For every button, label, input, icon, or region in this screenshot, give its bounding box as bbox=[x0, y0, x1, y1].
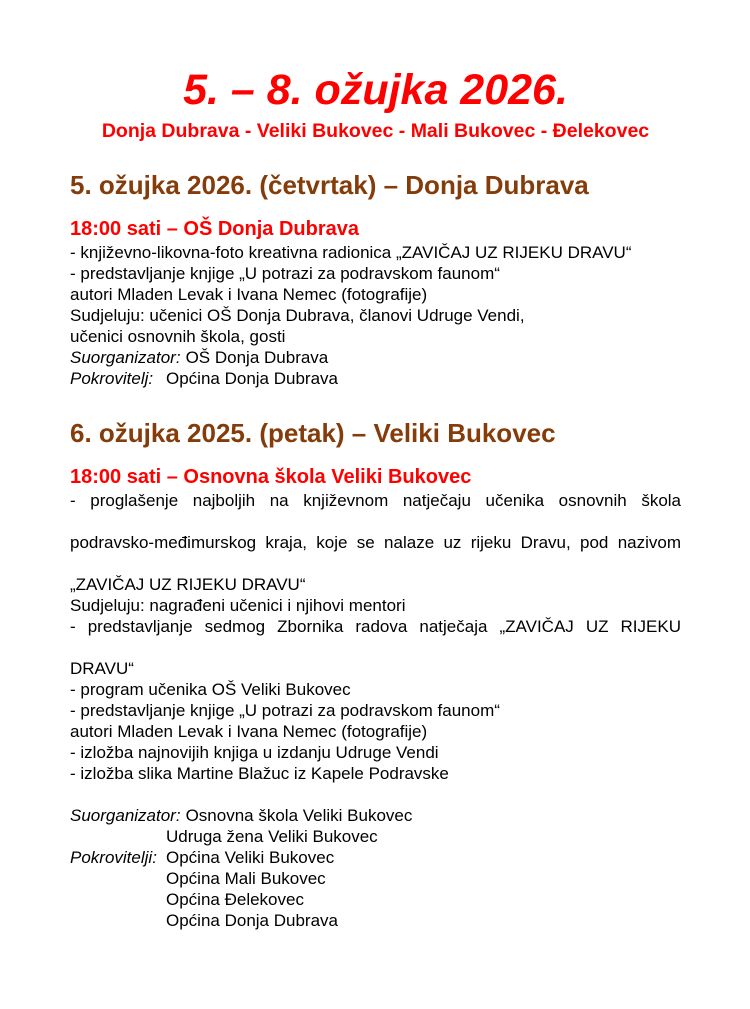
program-line: „ZAVIČAJ UZ RIJEKU DRAVU“ bbox=[70, 574, 306, 594]
patron-value: Općina Donja Dubrava bbox=[166, 910, 338, 930]
patron-value: Općina Mali Bukovec bbox=[166, 868, 326, 888]
program-line: učenici osnovnih škola, gosti bbox=[70, 326, 286, 346]
program-line: - izložba najnovijih knjiga u izdanju Udruge Vendi bbox=[70, 742, 439, 762]
patron-label: Pokrovitelj: bbox=[70, 368, 154, 388]
patron-value: Općina Donja Dubrava bbox=[166, 368, 338, 388]
day-2-time-venue: 18:00 sati – Osnovna škola Veliki Bukovec bbox=[70, 465, 472, 488]
program-line: - proglašenje najboljih na književnom natječaju učenika osnovnih škola bbox=[70, 490, 681, 510]
co-organizer-value: Osnovna škola Veliki Bukovec bbox=[185, 805, 413, 825]
patron-line bbox=[70, 368, 681, 389]
day-2-heading: 6. ožujka 2025. (petak) – Veliki Bukovec bbox=[70, 417, 556, 448]
program-line: Sudjeluju: učenici OŠ Donja Dubrava, članovi Udruge Vendi, bbox=[70, 305, 525, 325]
program-line: autori Mladen Levak i Ivana Nemec (fotografije) bbox=[70, 284, 428, 304]
patron-line bbox=[70, 868, 681, 889]
program-line: - program učenika OŠ Veliki Bukovec bbox=[70, 679, 351, 699]
program-line: Sudjeluju: nagrađeni učenici i njihovi mentori bbox=[70, 595, 406, 615]
program-line: - predstavljanje knjige „U potrazi za podravskom faunom“ bbox=[70, 700, 500, 720]
day-1-organizers bbox=[70, 347, 681, 389]
co-organizer-label: Suorganizator: bbox=[70, 805, 181, 825]
program-line: podravsko-međimurskog kraja, koje se nalaze uz rijeku Dravu, pod nazivom bbox=[70, 532, 681, 552]
patron-line bbox=[70, 847, 681, 868]
patron-value: Općina Veliki Bukovec bbox=[166, 847, 335, 867]
program-line: autori Mladen Levak i Ivana Nemec (fotografije) bbox=[70, 721, 428, 741]
day-1-heading: 5. ožujka 2026. (četvrtak) – Donja Dubrava bbox=[70, 169, 589, 200]
page-title: 5. – 8. ožujka 2026. bbox=[183, 66, 568, 114]
co-organizer-line bbox=[70, 826, 681, 847]
poster-header bbox=[70, 66, 681, 143]
co-organizer-value: Udruga žena Veliki Bukovec bbox=[166, 826, 378, 846]
co-organizer-value: OŠ Donja Dubrava bbox=[185, 347, 329, 367]
program-line: - izložba slika Martine Blažuc iz Kapele Podravske bbox=[70, 763, 449, 783]
patron-label: Pokrovitelji: bbox=[70, 847, 157, 867]
program-line: - književno-likovna-foto kreativna radionica „ZAVIČAJ UZ RIJEKU DRAVU“ bbox=[70, 242, 632, 262]
program-line: DRAVU“ bbox=[70, 658, 134, 678]
program-line: - predstavljanje knjige „U potrazi za podravskom faunom“ bbox=[70, 263, 500, 283]
page-subtitle: Donja Dubrava - Veliki Bukovec - Mali Bukovec - Đelekovec bbox=[101, 120, 650, 143]
day-2-organizers bbox=[70, 805, 681, 931]
day-1-program bbox=[70, 242, 681, 347]
patron-line bbox=[70, 889, 681, 910]
patron-line bbox=[70, 910, 681, 931]
co-organizer-line bbox=[70, 805, 681, 826]
day-section-2 bbox=[70, 418, 681, 931]
day-2-program bbox=[70, 490, 681, 784]
patron-value: Općina Đelekovec bbox=[166, 889, 304, 909]
day-1-time-venue: 18:00 sati – OŠ Donja Dubrava bbox=[70, 217, 360, 240]
day-section-1 bbox=[70, 170, 681, 389]
program-line: - predstavljanje sedmog Zbornika radova natječaja „ZAVIČAJ UZ RIJEKU bbox=[70, 616, 681, 636]
co-organizer-label: Suorganizator: bbox=[70, 347, 181, 367]
co-organizer-line bbox=[70, 347, 681, 368]
